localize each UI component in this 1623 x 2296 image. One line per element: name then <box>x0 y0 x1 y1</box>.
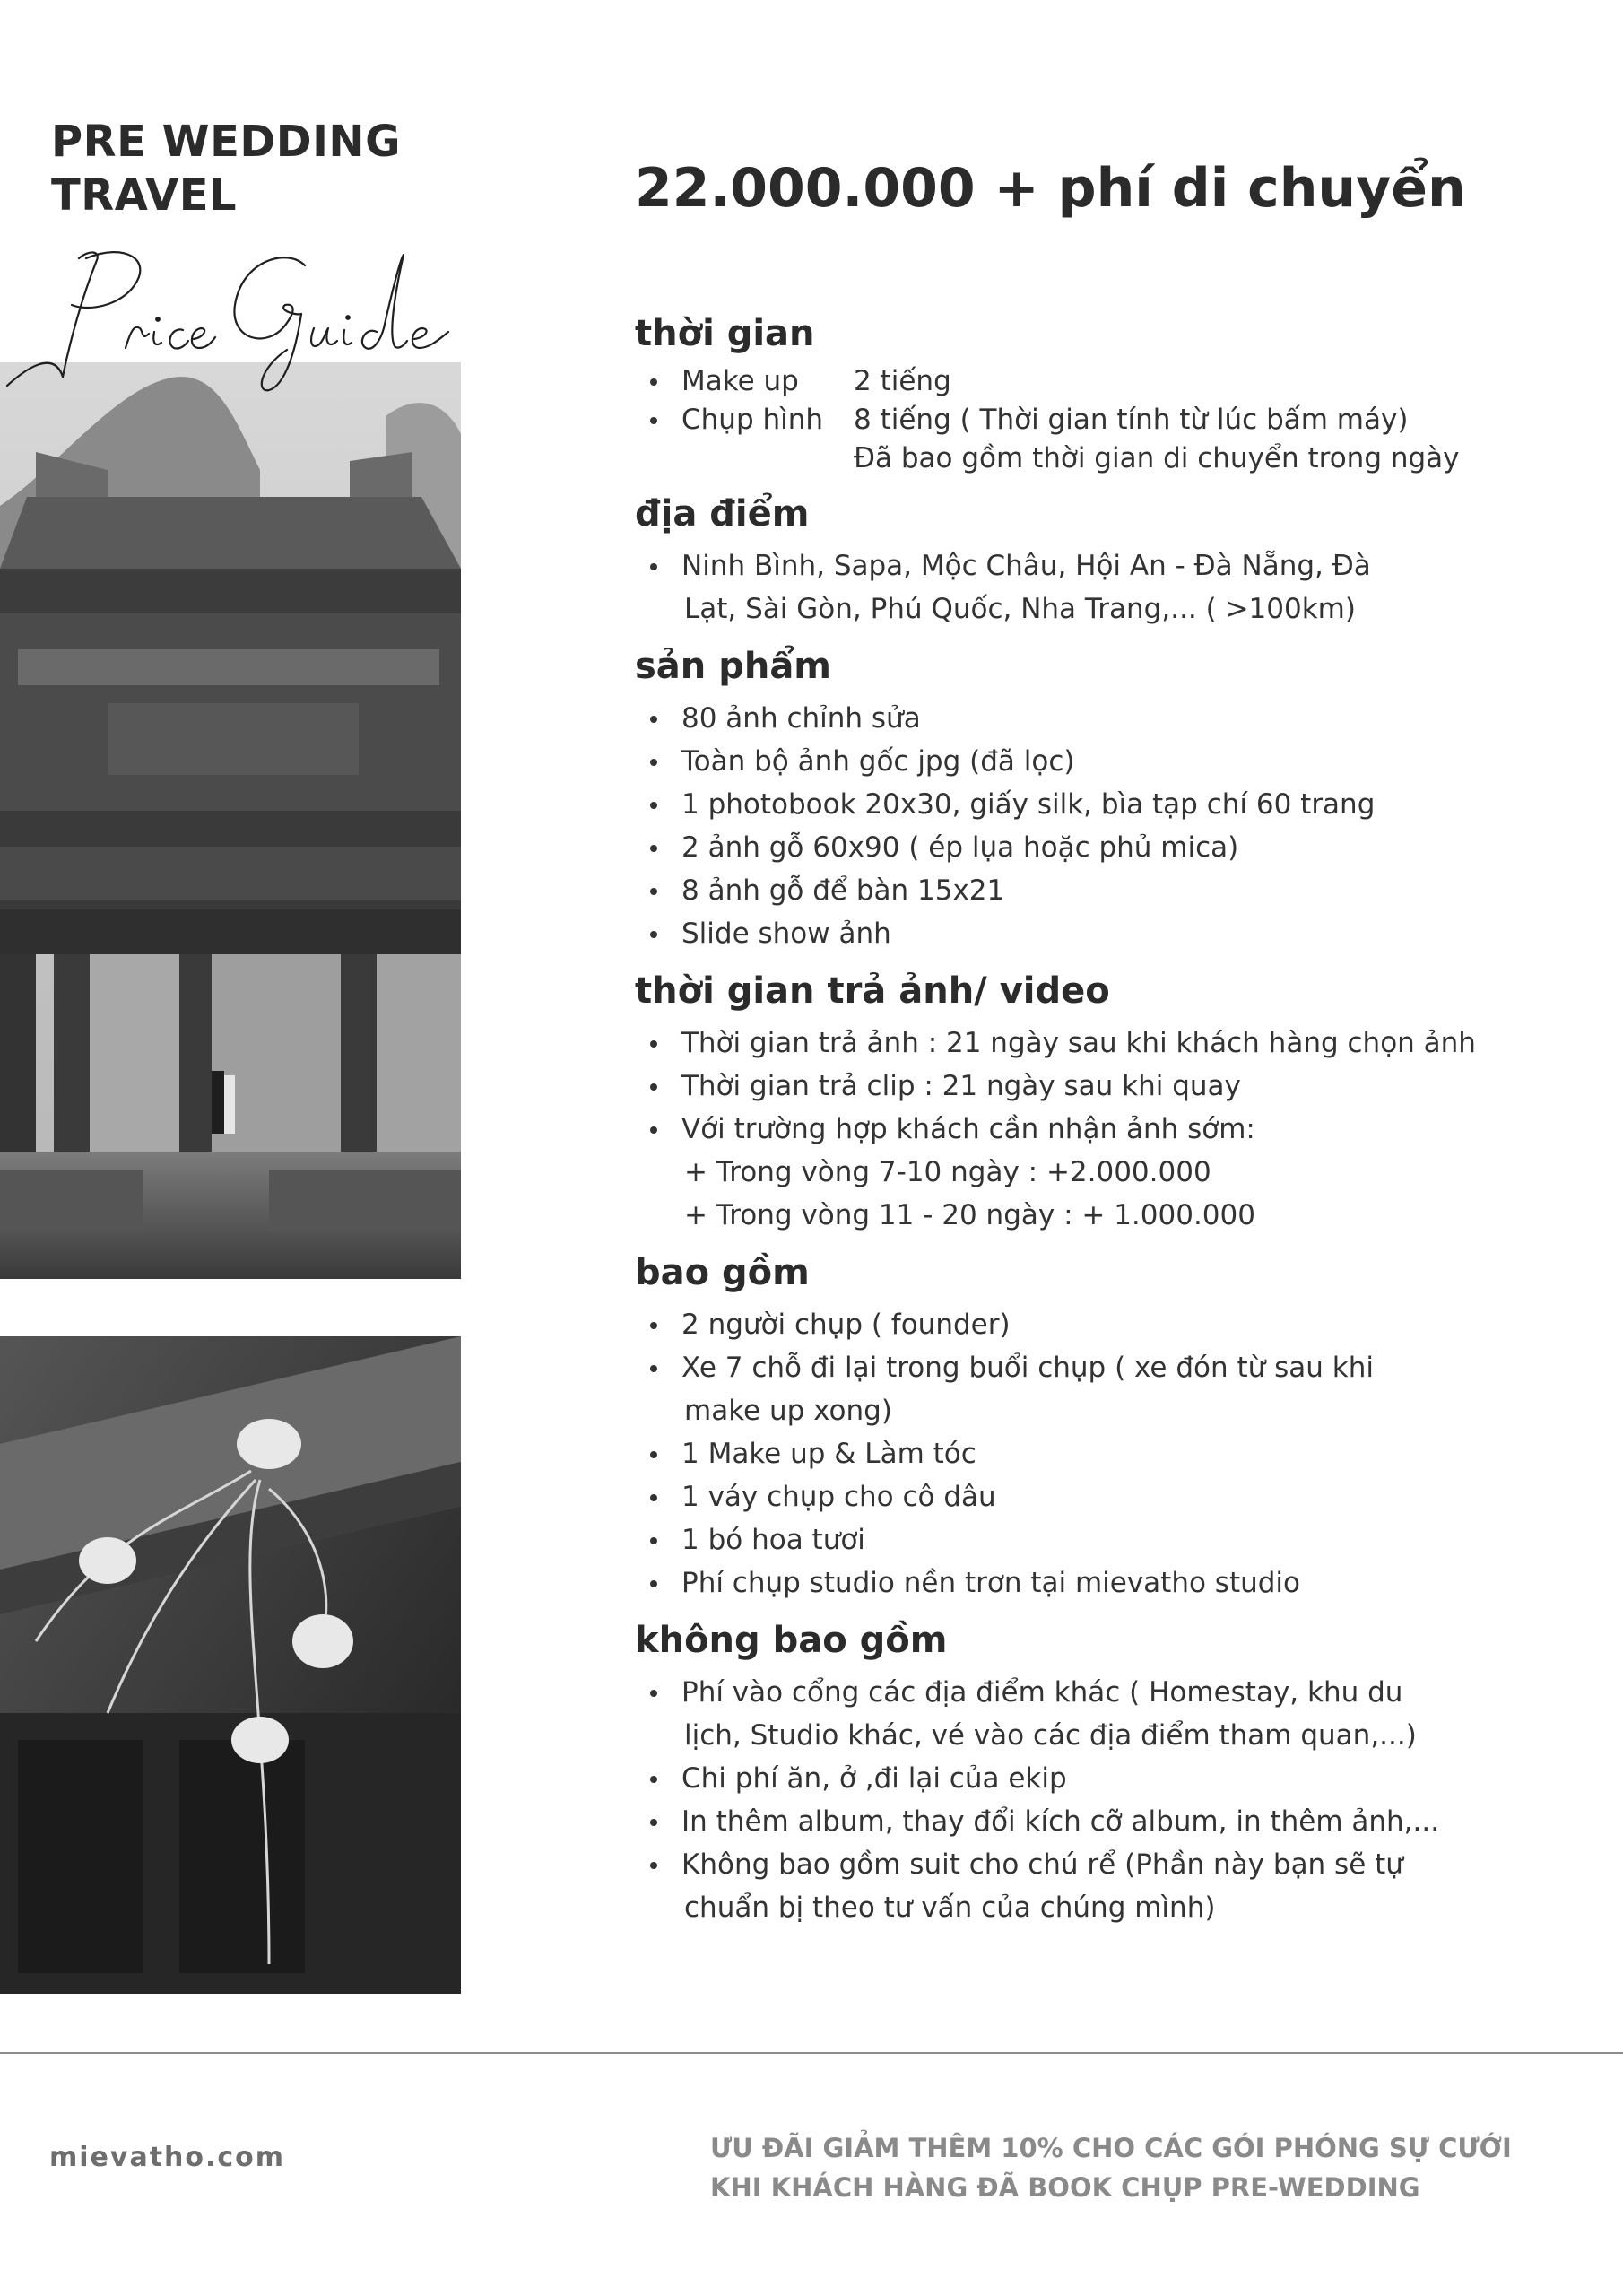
time-row-value: 8 tiếng ( Thời gian tính từ lúc bấm máy) <box>854 404 1409 436</box>
list-item: Không bao gồm suit cho chú rể (Phần này bạn sẽ tự <box>635 1843 1532 1886</box>
section-excluded <box>635 1615 1532 1929</box>
section-title-included: bao gồm <box>635 1252 810 1293</box>
promo-text <box>710 2128 1512 2207</box>
time-table <box>635 362 1532 478</box>
list-item: Phí chụp studio nền trơn tại mievatho studio <box>635 1561 1532 1605</box>
list-item: Toàn bộ ảnh gốc jpg (đã lọc) <box>635 740 1532 783</box>
page-title <box>51 115 401 222</box>
section-title-excluded: không bao gồm <box>635 1620 948 1661</box>
list-item: Chi phí ăn, ở ,đi lại của ekip <box>635 1757 1532 1800</box>
section-title-location: địa điểm <box>635 493 810 535</box>
list-item: 8 ảnh gỗ để bàn 15x21 <box>635 869 1532 912</box>
section-time <box>635 309 1532 478</box>
section-delivery <box>635 966 1532 1237</box>
section-included <box>635 1248 1532 1605</box>
time-row-label: Make up <box>681 365 799 397</box>
list-item: 1 photobook 20x30, giấy silk, bìa tạp chí 60 trang <box>635 783 1532 826</box>
price-guide-script-logo <box>0 242 475 395</box>
list-item-continuation: Lạt, Sài Gòn, Phú Quốc, Nha Trang,... ( >100km) <box>684 593 1356 625</box>
list-item: Ninh Bình, Sapa, Mộc Châu, Hội An - Đà Nẵng, Đà <box>635 544 1532 587</box>
list-item: 2 ảnh gỗ 60x90 ( ép lụa hoặc phủ mica) <box>635 826 1532 869</box>
list-item: Xe 7 chỗ đi lại trong buổi chụp ( xe đón từ sau khi <box>635 1346 1532 1389</box>
title-line-1: PRE WEDDING <box>51 117 401 167</box>
time-row <box>635 439 1532 478</box>
list-item: In thêm album, thay đổi kích cỡ album, in thêm ảnh,... <box>635 1800 1532 1843</box>
orchid-photo <box>0 1336 461 1994</box>
list-item-continuation: lịch, Studio khác, vé vào các địa điểm tham quan,...) <box>684 1719 1417 1752</box>
list-item: 1 váy chụp cho cô dâu <box>635 1475 1532 1518</box>
list-item: Thời gian trả clip : 21 ngày sau khi quay <box>635 1065 1532 1108</box>
list-item: Phí vào cổng các địa điểm khác ( Homestay, khu du <box>635 1671 1532 1714</box>
promo-line-1: ƯU ĐÃI GIẢM THÊM 10% CHO CÁC GÓI PHÓNG SỰ CƯỚI <box>710 2133 1512 2163</box>
list-subitem: + Trong vòng 11 - 20 ngày : + 1.000.000 <box>684 1199 1255 1231</box>
price-heading: 22.000.000 + phí di chuyển <box>635 157 1466 220</box>
list-item: 1 bó hoa tươi <box>635 1518 1532 1561</box>
list-item-continuation: make up xong) <box>684 1395 892 1427</box>
time-row <box>635 362 1532 401</box>
list-item: Thời gian trả ảnh : 21 ngày sau khi khách hàng chọn ảnh <box>635 1022 1532 1065</box>
website-link[interactable]: mievatho.com <box>49 2142 286 2173</box>
list-subitem: + Trong vòng 7-10 ngày : +2.000.000 <box>684 1156 1211 1188</box>
list-item-continuation: chuẩn bị theo tư vấn của chúng mình) <box>684 1892 1216 1924</box>
section-location <box>635 489 1532 631</box>
list-item: 2 người chụp ( founder) <box>635 1303 1532 1346</box>
time-row-value: Đã bao gồm thời gian di chuyển trong ngày <box>854 442 1460 474</box>
package-details <box>635 309 1532 1940</box>
title-line-2: TRAVEL <box>51 170 238 221</box>
section-product <box>635 641 1532 955</box>
temple-photo <box>0 362 461 1279</box>
section-title-time: thời gian <box>635 313 815 354</box>
section-title-delivery: thời gian trả ảnh/ video <box>635 970 1110 1012</box>
footer-divider <box>0 2052 1623 2054</box>
time-row <box>635 401 1532 439</box>
list-item: Với trường hợp khách cần nhận ảnh sớm: <box>635 1108 1532 1151</box>
list-item: 80 ảnh chỉnh sửa <box>635 697 1532 740</box>
section-title-product: sản phẩm <box>635 646 831 687</box>
promo-line-2: KHI KHÁCH HÀNG ĐÃ BOOK CHỤP PRE-WEDDING <box>710 2172 1420 2203</box>
time-row-label: Chụp hình <box>681 404 824 436</box>
list-item: Slide show ảnh <box>635 912 1532 955</box>
list-item: 1 Make up & Làm tóc <box>635 1432 1532 1475</box>
time-row-value: 2 tiếng <box>854 365 951 397</box>
